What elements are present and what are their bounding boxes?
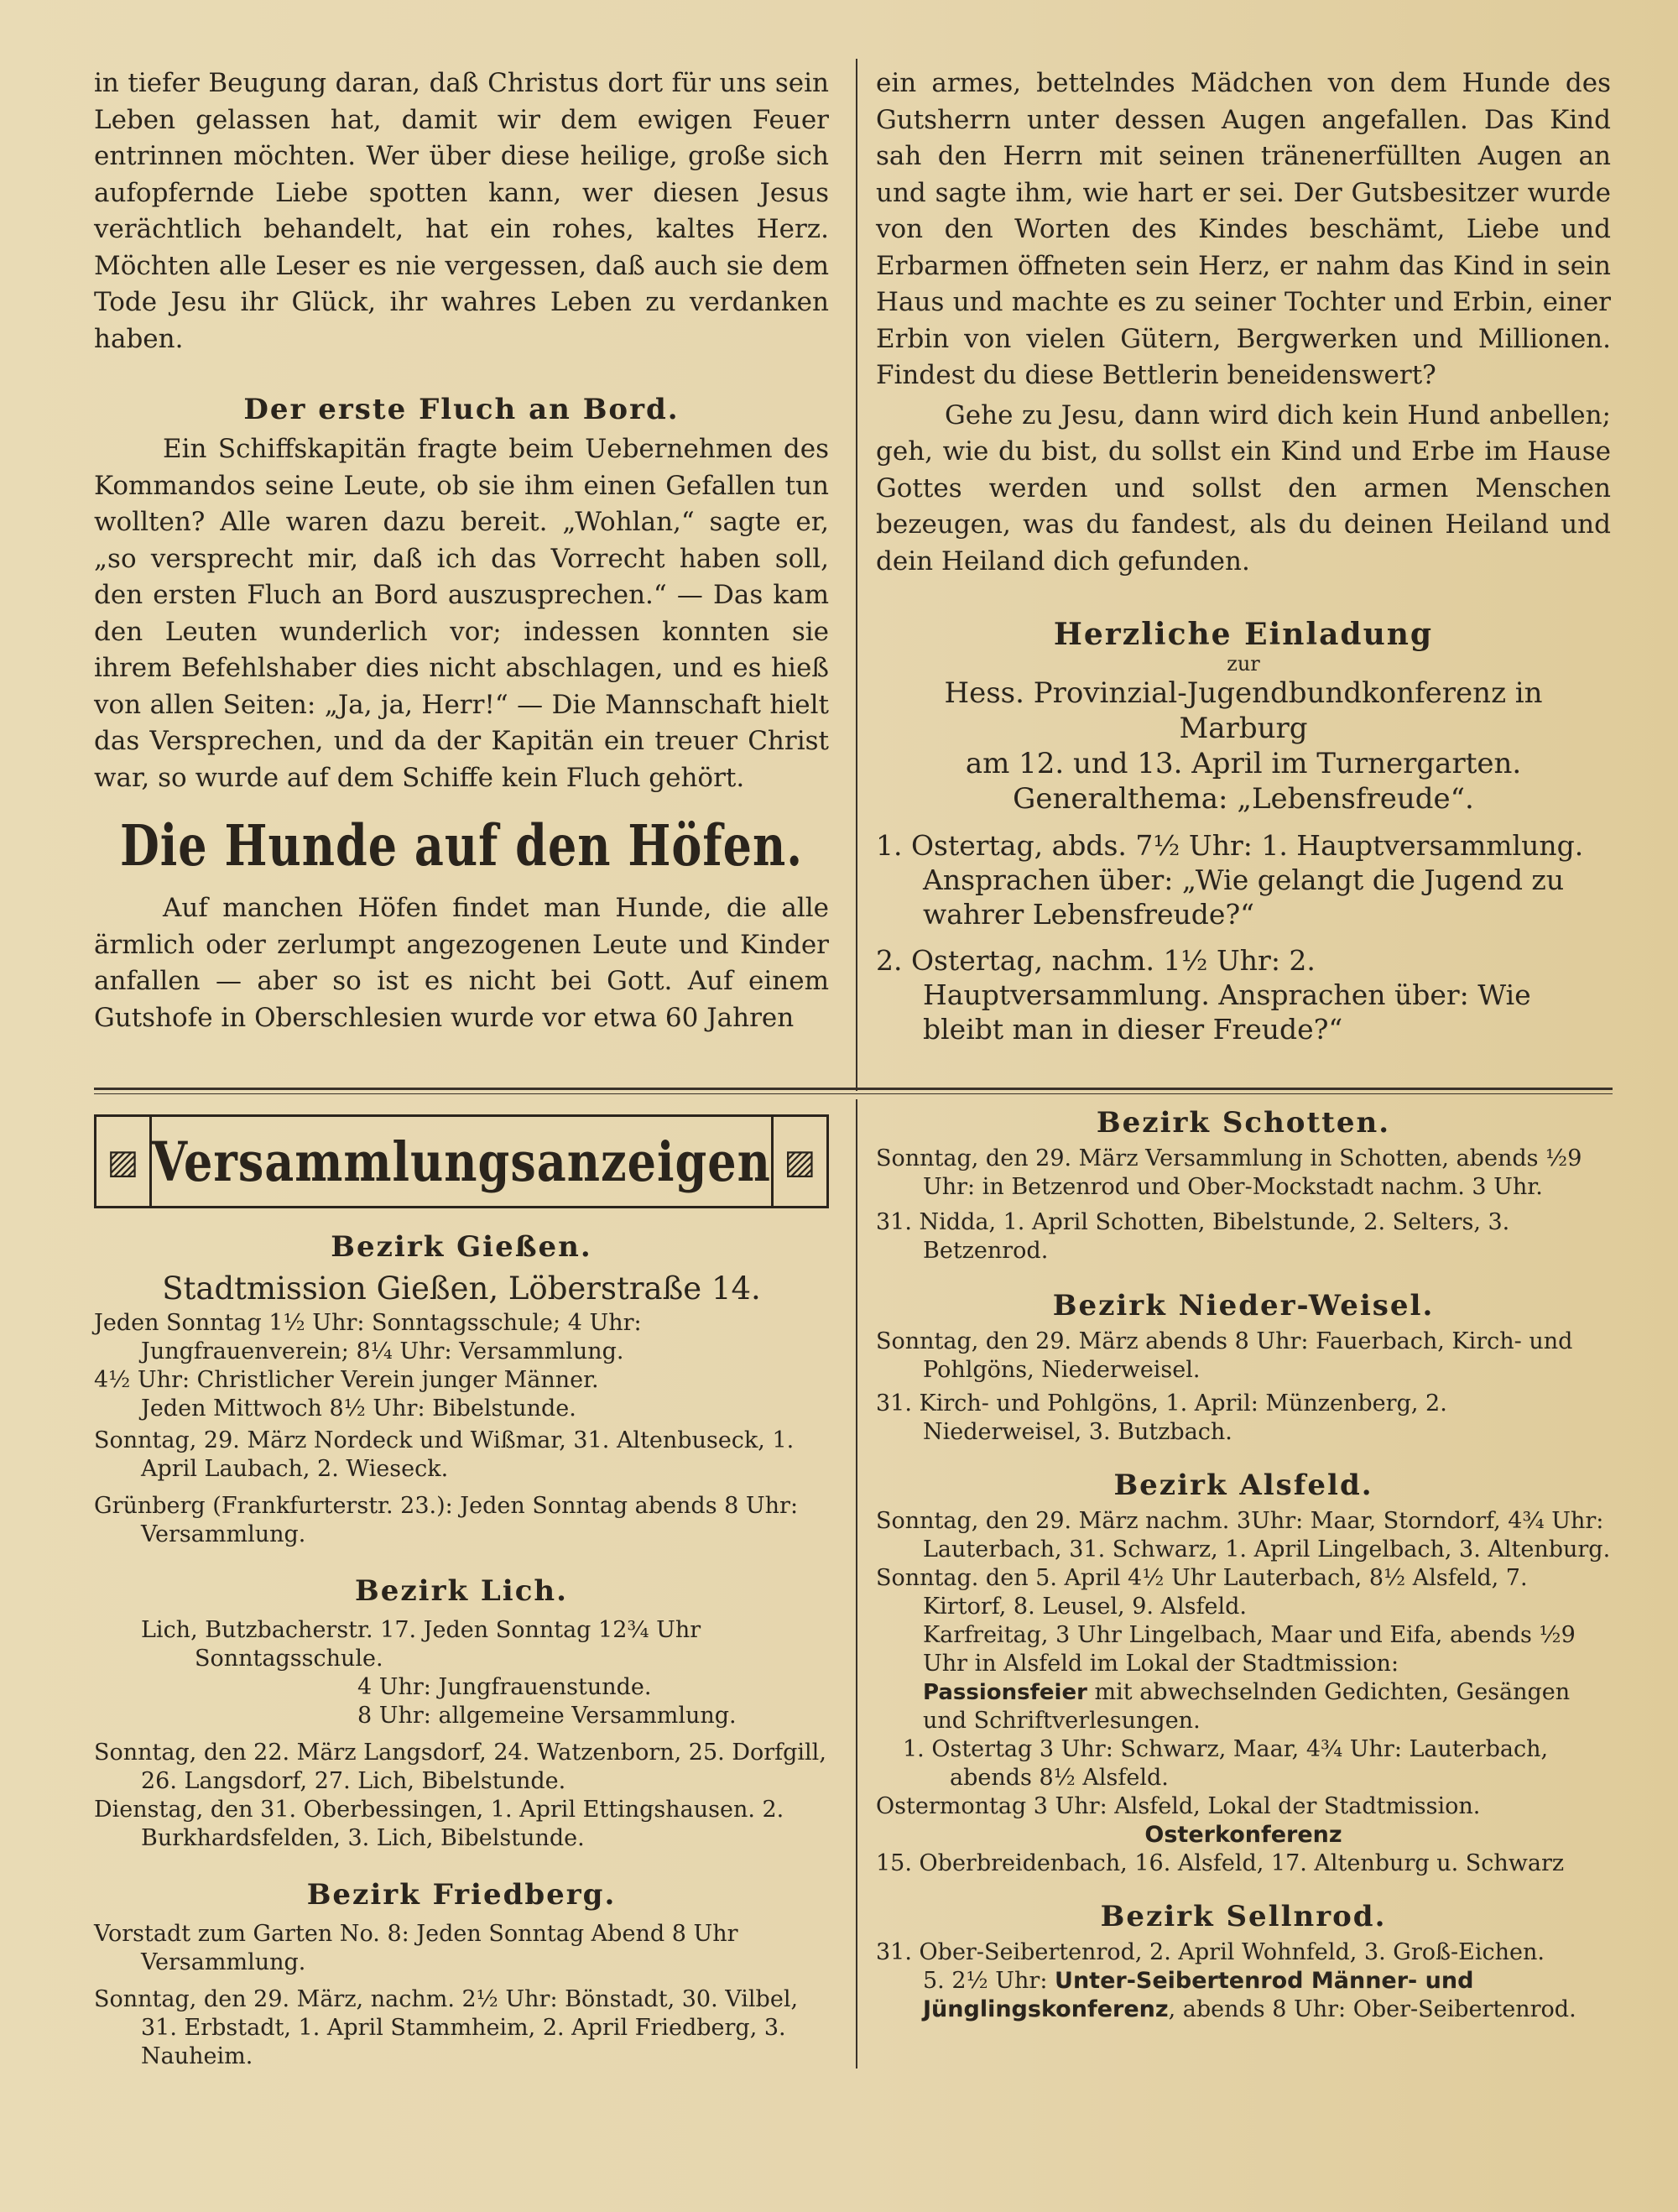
column-divider xyxy=(856,1099,857,2069)
district-heading: Bezirk Nieder-Weisel. xyxy=(1052,1289,1435,1323)
banner-title: Versammlungsanzeigen xyxy=(152,1129,771,1194)
announcements-banner xyxy=(94,1114,829,1208)
announcement-line: Sonntag. den 5. April 4½ Uhr Lauterbach, 8½ Alsfeld, 7. Kirtorf, 8. Leusel, 9. Alsfeld. xyxy=(876,1565,1528,1620)
announcement-line: 4½ Uhr: Christlicher Verein junger Männer. xyxy=(94,1367,599,1393)
announcement-line: 4 Uhr: Jungfrauenstunde. xyxy=(357,1674,652,1700)
announcement-line: Vorstadt zum Garten No. 8: Jeden Sonntag Abend 8 Uhr Versammlung. xyxy=(94,1921,738,1975)
banner-ornament-right: ▨ xyxy=(771,1117,826,1206)
announcement-line: Dienstag, den 31. Oberbessingen, 1. April Ettingshausen. 2. Burkhardsfelden, 3. Lich, Bibelstunde. xyxy=(94,1797,784,1851)
top-right-column xyxy=(876,65,1611,1046)
invitation-item: 2. Ostertag, nachm. 1½ Uhr: 2. Hauptversammlung. Ansprachen über: Wie bleibt man in dieser Freude?“ xyxy=(876,944,1531,1046)
announcement-line: 31. Ober-Seibertenrod, 2. April Wohnfeld, 3. Groß-Eichen. xyxy=(876,1939,1545,1965)
invitation-line: am 12. und 13. April im Turnergarten. xyxy=(965,747,1522,780)
bottom-right-column xyxy=(876,1106,1611,2024)
announcement-line: Sonntag, den 29. März Versammlung in Schotten, abends ½9 Uhr: in Betzenrod und Ober-Mockstadt nachm. 3 Uhr. xyxy=(876,1145,1582,1200)
district-heading: Bezirk Sellnrod. xyxy=(1100,1900,1387,1933)
announcement-line: 15. Oberbreidenbach, 16. Alsfeld, 17. Altenburg u. Schwarz xyxy=(876,1850,1565,1876)
article-paragraph: Auf manchen Höfen findet man Hunde, die alle ärmlich oder zerlumpt angezogenen Leute und Kinder anfallen — aber so ist es nicht bei Gott. Auf einem Gutshofe in Oberschlesien wurde vor etwa 60 Jahren xyxy=(94,893,829,1033)
article-paragraph: Gehe zu Jesu, dann wird dich kein Hund anbellen; geh, wie du bist, du sollst ein Kind und Erbe im Hause Gottes werden und sollst den armen Menschen bezeugen, was du fandest, als du deinen Heiland und dein Heiland dich gefunden. xyxy=(876,399,1611,576)
konferenz-time: 5. 2½ Uhr: xyxy=(923,1968,1048,1994)
invitation-line: Generalthema: „Lebensfreude“. xyxy=(1013,782,1474,816)
konferenz-title: Unter-Seibertenrod Männer- und Jünglingskonferenz xyxy=(923,1968,1474,2022)
article-paragraph: in tiefer Beugung daran, daß Christus dort für uns sein Leben gelassen hat, damit wir dem ewigen Feuer entrinnen möchten. Wer über diese heilige, große sich aufopfernde Liebe spotten kann, wer diesen Jesus verächtlich behandelt, hat ein rohes, kaltes Herz. Möchten alle Leser es nie vergessen, daß auch sie dem Tode Jesu ihr Glück, ihr wahres Leben zu verdanken haben. xyxy=(94,68,829,354)
announcement-line: Sonntag, den 29. März abends 8 Uhr: Fauerbach, Kirch- und Pohlgöns, Niederweisel. xyxy=(876,1328,1573,1383)
announcement-line: Jeden Mittwoch 8½ Uhr: Bibelstunde. xyxy=(141,1396,576,1422)
announcement-line: 8 Uhr: allgemeine Versammlung. xyxy=(357,1703,737,1729)
passionsfeier-label: Passionsfeier xyxy=(923,1680,1087,1705)
announcement-line: Sonntag, den 22. März Langsdorf, 24. Watzenborn, 25. Dorfgill, 26. Langsdorf, 27. Lich, Bibelstunde. xyxy=(94,1740,826,1794)
announcement-line: Karfreitag, 3 Uhr Lingelbach, Maar und Eifa, abends ½9 Uhr in Alsfeld im Lokal der Stadtmission: xyxy=(923,1622,1576,1677)
announcement-line: Jeden Sonntag 1½ Uhr: Sonntagsschule; 4 Uhr: Jungfrauenverein; 8¼ Uhr: Versammlung. xyxy=(94,1310,642,1364)
section-divider xyxy=(94,1088,1613,1090)
district-heading: Bezirk Alsfeld. xyxy=(1113,1469,1373,1502)
bottom-left-column xyxy=(94,1114,829,2071)
district-heading: Bezirk Schotten. xyxy=(1096,1106,1391,1140)
announcement-line: 31. Nidda, 1. April Schotten, Bibelstunde, 2. Selters, 3. Betzenrod. xyxy=(876,1209,1510,1264)
stadtmission-heading: Stadtmission Gießen, Löberstraße 14. xyxy=(162,1270,761,1307)
announcement-line: Sonntag, 29. März Nordeck und Wißmar, 31. Altenbuseck, 1. April Laubach, 2. Wieseck. xyxy=(94,1427,795,1482)
article-heading: Der erste Fluch an Bord. xyxy=(243,393,680,426)
section-divider xyxy=(94,1093,1613,1094)
invitation-zur: zur xyxy=(1227,652,1260,676)
announcement-line: Grünberg (Frankfurterstr. 23.): Jeden Sonntag abends 8 Uhr: Versammlung. xyxy=(94,1493,799,1547)
invitation-title: Herzliche Einladung xyxy=(1053,617,1434,652)
announcement-line: Lich, Butzbacherstr. 17. Jeden Sonntag 12¾ Uhr Sonntagsschule. xyxy=(141,1617,701,1672)
banner-ornament-left: ▨ xyxy=(96,1117,152,1206)
announcement-line-konferenz xyxy=(876,1967,1611,2024)
invitation-line: Hess. Provinzial-Jugendbundkonferenz in Marburg xyxy=(944,676,1543,745)
district-heading: Bezirk Lich. xyxy=(355,1574,568,1608)
article-paragraph: Ein Schiffskapitän fragte beim Uebernehmen des Kommandos seine Leute, ob sie ihm einen Gefallen tun wollten? Alle waren dazu bereit. „Wohlan,“ sagte er, „so versprecht mir, daß ich das Vorrecht haben soll, den ersten Fluch an Bord auszusprechen.“ — Das kam den Leuten wunderlich vor; indessen konnten sie ihrem Befehlshaber dies nicht abschlagen, und es hieß von allen Seiten: „Ja, ja, Herr!“ — Die Mannschaft hielt das Versprechen, und da der Kapitän ein treuer Christ war, so wurde auf dem Schiffe kein Fluch gehört. xyxy=(94,434,829,793)
announcement-line-passionsfeier xyxy=(876,1678,1611,1735)
announcement-line: Ostermontag 3 Uhr: Alsfeld, Lokal der Stadtmission. xyxy=(876,1793,1481,1819)
announcement-line: 31. Kirch- und Pohlgöns, 1. April: Münzenberg, 2. Niederweisel, 3. Butzbach. xyxy=(876,1390,1447,1445)
konferenz-evening: , abends 8 Uhr: Ober-Seibertenrod. xyxy=(1168,1996,1576,2022)
district-heading: Bezirk Gießen. xyxy=(331,1230,592,1264)
announcement-line: Sonntag, den 29. März nachm. 3Uhr: Maar, Storndorf, 4¾ Uhr: Lauterbach, 31. Schwarz, 1. April Lingelbach, 3. Altenburg. xyxy=(876,1508,1611,1562)
article-heading-large: Die Hunde auf den Höfen. xyxy=(119,811,804,879)
invitation-item: 1. Ostertag, abds. 7½ Uhr: 1. Hauptversammlung. Ansprachen über: „Wie gelangt die Jugend zu wahrer Lebensfreude?“ xyxy=(876,829,1584,931)
announcement-line: 1. Ostertag 3 Uhr: Schwarz, Maar, 4¾ Uhr: Lauterbach, abends 8½ Alsfeld. xyxy=(903,1736,1549,1791)
article-paragraph: ein armes, bettelndes Mädchen von dem Hunde des Gutsherrn unter dessen Augen angefallen. Das Kind sah den Herrn mit seinen tränenerfüllten Augen an und sagte ihm, wie hart er sei. Der Gutsbesitzer wurde von den Worten des Kindes beschämt, Liebe und Erbarmen öffneten sein Herz, er nahm das Kind in sein Haus und machte es zu seiner Tochter und Erbin, einer Erbin von vielen Gütern, Bergwerken und Millionen. Findest du diese Bettlerin beneidenswert? xyxy=(876,68,1611,390)
column-divider xyxy=(856,59,857,1091)
announcement-line: Sonntag, den 29. März, nachm. 2½ Uhr: Bönstadt, 30. Vilbel, 31. Erbstadt, 1. April Stammheim, 2. April Friedberg, 3. Nauheim. xyxy=(94,1986,799,2069)
passionsfeier-details: mit abwechselnden Gedichten, Gesängen und Schriftverlesungen. xyxy=(923,1679,1571,1734)
osterkonferenz-label: Osterkonferenz xyxy=(1144,1822,1342,1848)
top-left-column xyxy=(94,65,829,1036)
district-heading: Bezirk Friedberg. xyxy=(306,1878,617,1912)
